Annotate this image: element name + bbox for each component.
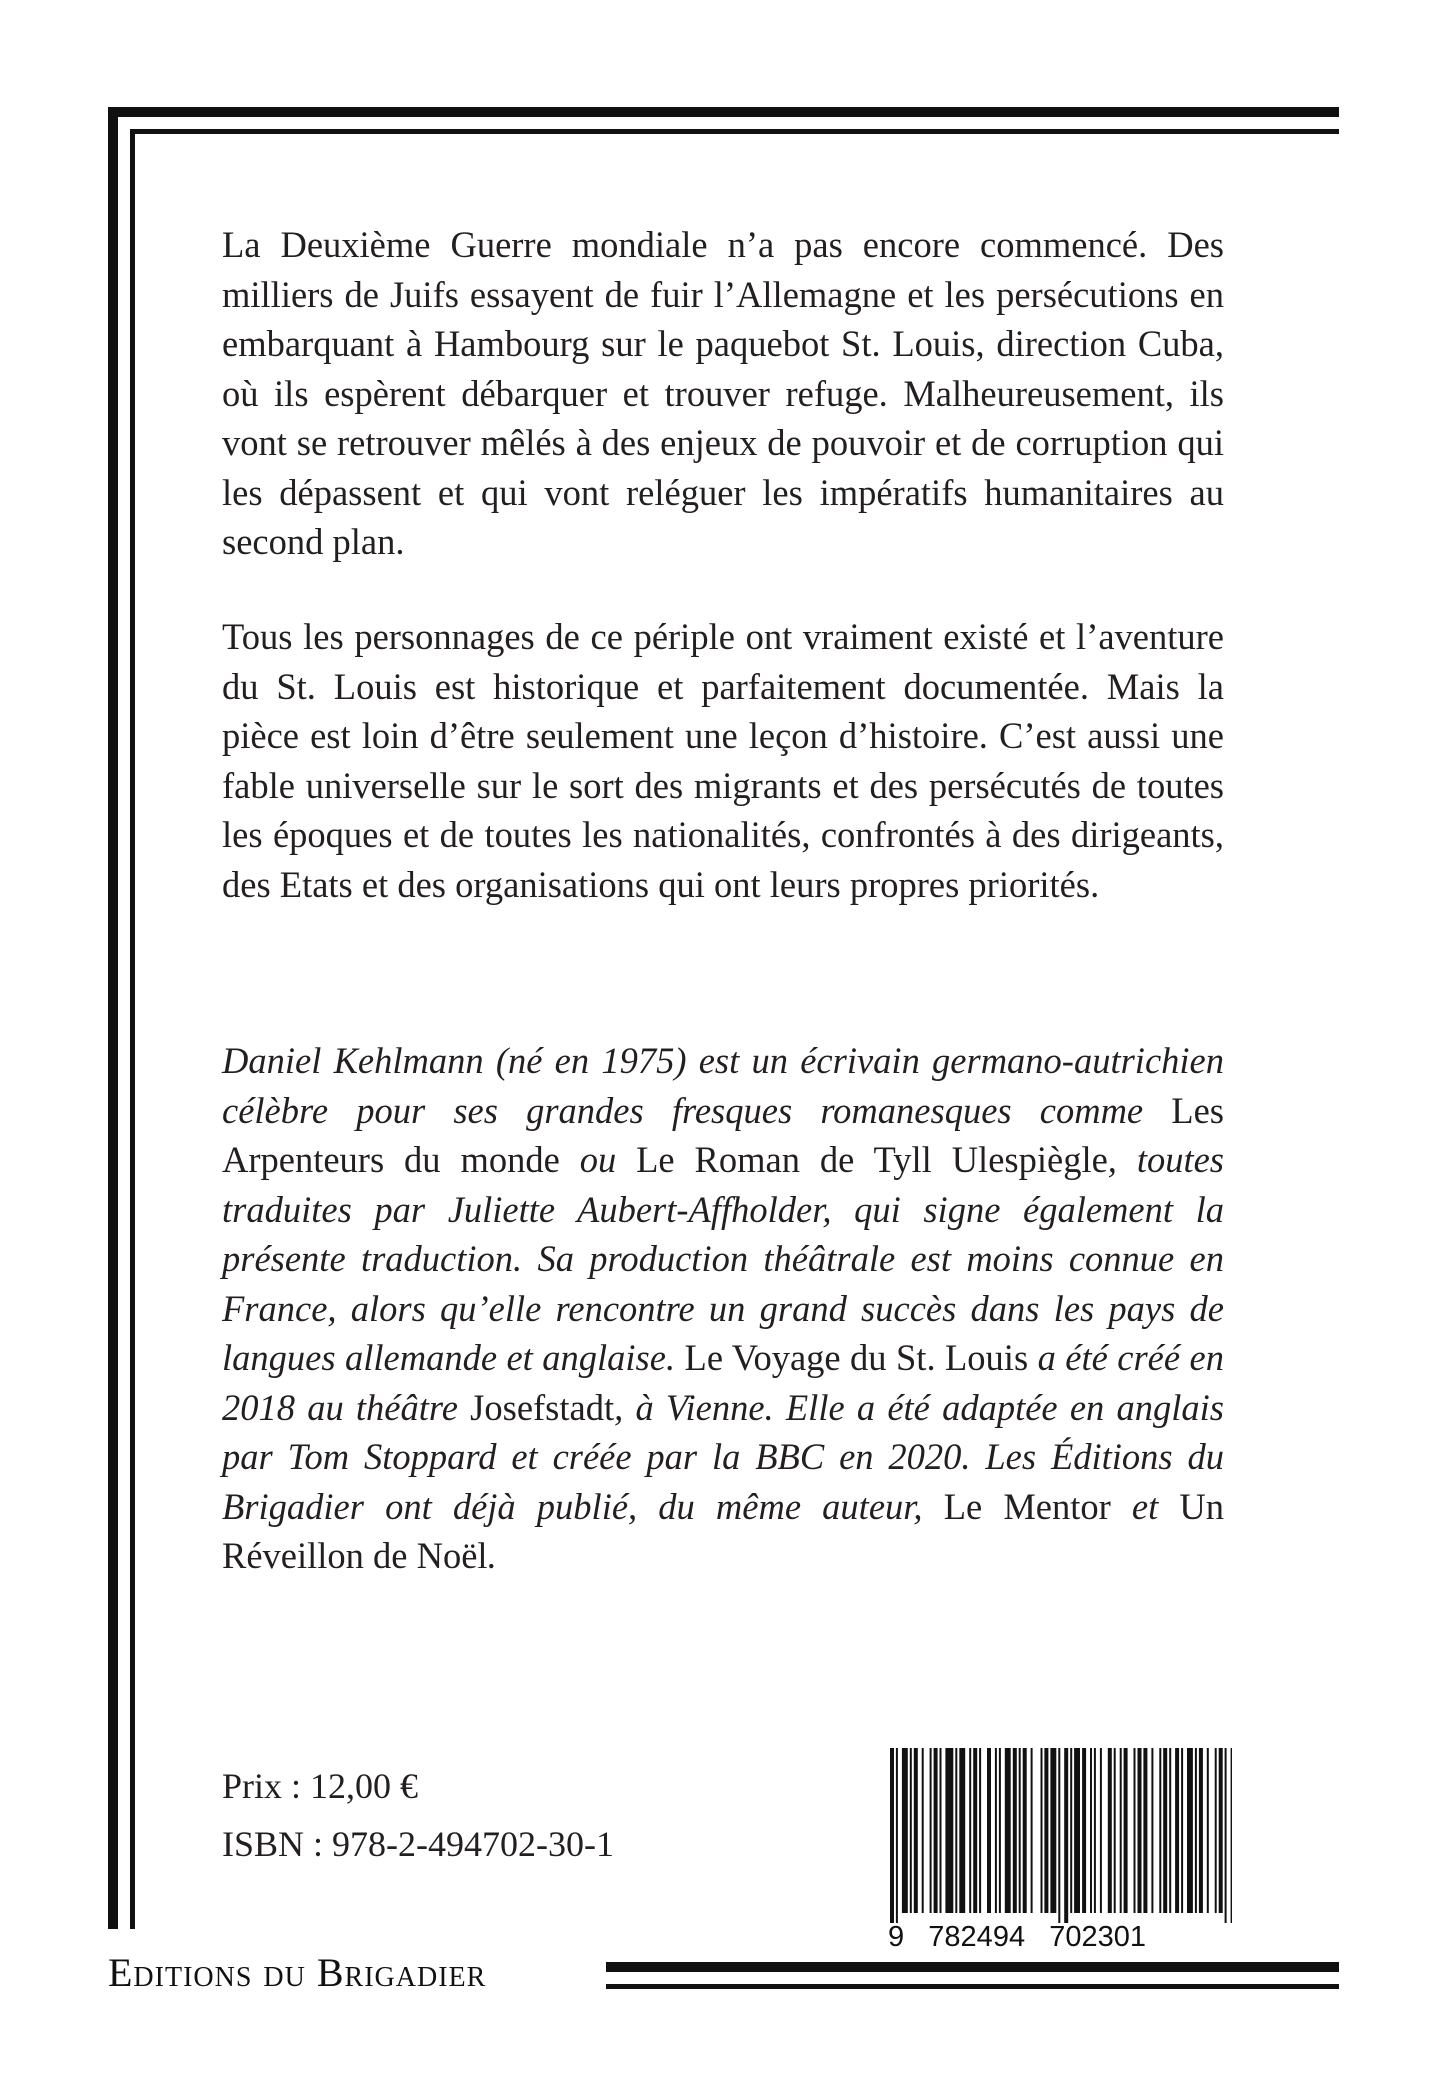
frame-left-thick: [108, 107, 118, 1929]
barcode-bar: [1013, 1748, 1017, 1913]
barcode-digits: 9 782494 702301: [888, 1921, 1147, 1953]
barcode-bar: [896, 1748, 898, 1923]
bio-title-reveillon: Un Réveillon de Noël: [222, 1485, 1224, 1576]
barcode-bar: [890, 1748, 894, 1923]
summary-paragraph-2: [222, 612, 1224, 909]
barcode-bar: [1120, 1748, 1122, 1913]
bio-text-4: a été créé en 2018 au théâtre: [222, 1337, 1224, 1428]
barcode-bar: [1124, 1748, 1128, 1913]
barcode-bar: [934, 1748, 938, 1913]
barcode-bar: [1225, 1748, 1227, 1923]
barcode-bar: [1005, 1748, 1011, 1913]
bio-theatre-name: Josefstadt: [470, 1386, 615, 1428]
barcode-bar: [1050, 1748, 1056, 1913]
barcode-bar: [930, 1748, 932, 1913]
author-bio: [222, 1036, 1224, 1581]
bio-text-7: .: [487, 1535, 497, 1576]
barcode-bar: [1070, 1748, 1072, 1913]
barcode-bar: [1134, 1748, 1136, 1913]
price-label: Prix : 12,00 €: [222, 1766, 419, 1806]
summary-paragraph-2-text: Tous les personnages de ce périple ont vraiment existé et l’aventure du St. Louis est historique et parfaitement documentée. Mais la pièce est loin d’être seulement une leçon d’histoire. C’est aussi une fable universelle sur le sort des migrants et des persécutés de toutes les époques et de toutes les nationalités, confrontés à des dirigeants, des Etats et des organisations qui ont leurs propres priorités.: [222, 616, 1224, 905]
barcode-bar: [1215, 1748, 1217, 1913]
barcode-bar: [1159, 1748, 1161, 1913]
bio-text-1: Daniel Kehlmann (né en 1975) est un écrivain germano-autrichien célèbre pour ses grandes fresques romanesques comme: [222, 1040, 1224, 1131]
barcode-bar: [1151, 1748, 1153, 1913]
barcode-bar: [969, 1748, 971, 1913]
barcode-bar: [1090, 1748, 1092, 1913]
barcode-bar: [1108, 1748, 1112, 1913]
barcode-bar: [1175, 1748, 1179, 1913]
barcode-bar: [922, 1748, 924, 1913]
publisher-name: Editions du Brigadier: [108, 1950, 487, 1995]
barcode-bar: [955, 1748, 957, 1913]
barcode-bar: [1169, 1748, 1171, 1913]
barcode-bar: [1187, 1748, 1193, 1913]
barcode-bar: [995, 1748, 997, 1913]
barcode-bar: [940, 1748, 942, 1913]
barcode-bar: [1231, 1748, 1232, 1923]
barcode-bar: [999, 1748, 1001, 1913]
bio-text-5: , à Vienne. Elle a été adaptée en anglais par Tom Stoppard et créée par la BBC en 2020. Les Éditions du Brigadier ont déjà publié, du même auteur,: [222, 1386, 1224, 1527]
bio-title-voyage: Le Voyage du St. Louis: [684, 1337, 1029, 1378]
barcode-bar: [1074, 1748, 1080, 1913]
bio-text-2: ou: [559, 1139, 637, 1180]
barcode-image: [890, 1748, 1232, 1923]
barcode-bar: [1114, 1748, 1116, 1913]
barcode-bar: [1100, 1748, 1102, 1913]
frame-bottom-thick: [606, 1962, 1339, 1972]
barcode-bar: [1207, 1748, 1209, 1913]
bio-text-3: , toutes traduites par Juliette Aubert-Affholder, qui signe également la présente traduction. Sa production théâtrale est moins connue en France, alors qu’elle rencontre un grand succès dans les pays de langues allemande et anglaise.: [222, 1139, 1225, 1378]
barcode-bar: [1064, 1748, 1068, 1923]
frame-bottom-thin: [606, 1984, 1339, 1989]
bio-title-mentor: Le Mentor: [943, 1485, 1111, 1527]
barcode-bar: [1044, 1748, 1048, 1913]
barcode-bar: [979, 1748, 981, 1913]
barcode-bar: [1199, 1748, 1203, 1913]
barcode-bar: [1163, 1748, 1167, 1913]
barcode-bar: [1094, 1748, 1096, 1913]
frame-top-thick: [108, 107, 1339, 117]
barcode-bar: [945, 1748, 953, 1913]
barcode-bar: [1138, 1748, 1142, 1913]
summary-paragraph-1: [222, 220, 1224, 567]
barcode-bar: [1041, 1748, 1043, 1913]
barcode-bar: [914, 1748, 918, 1913]
barcode-bar: [1031, 1748, 1033, 1913]
barcode-bar: [1082, 1748, 1086, 1913]
barcode-bar: [910, 1748, 912, 1913]
barcode-bar: [959, 1748, 965, 1913]
barcode-bar: [987, 1748, 991, 1913]
barcode-bar: [1181, 1748, 1183, 1913]
bio-title-tyll: Le Roman de Tyll Ulespiègle: [636, 1139, 1108, 1180]
bio-title-arpenteurs: Les Arpenteurs du monde: [222, 1089, 1224, 1180]
barcode-bar: [902, 1748, 908, 1913]
barcode-bar: [973, 1748, 977, 1913]
author-bio-text: [222, 1036, 1224, 1581]
barcode-bar: [1195, 1748, 1197, 1913]
bio-text-6: et: [1110, 1485, 1180, 1527]
barcode-bar: [1023, 1748, 1027, 1913]
frame-top-thin: [130, 129, 1339, 134]
barcode-bar: [1019, 1748, 1021, 1913]
barcode-bar: [1219, 1748, 1223, 1913]
barcode-bar: [1143, 1748, 1147, 1913]
barcode-bar: [1058, 1748, 1060, 1923]
isbn-label: ISBN : 978-2-494702-30-1: [222, 1824, 614, 1864]
frame-left-thin: [130, 129, 135, 1929]
summary-paragraph-1-text: La Deuxième Guerre mondiale n’a pas encore commencé. Des milliers de Juifs essayent de fuir l’Allemagne et les persécutions en embarquant à Hambourg sur le paquebot St. Louis, direction Cuba, où ils espèrent débarquer et trouver refuge. Malheureusement, ils vont se retrouver mêlés à des enjeux de pouvoir et de corruption qui les dépassent et qui vont reléguer les impératifs humanitaires au second plan.: [222, 224, 1224, 562]
